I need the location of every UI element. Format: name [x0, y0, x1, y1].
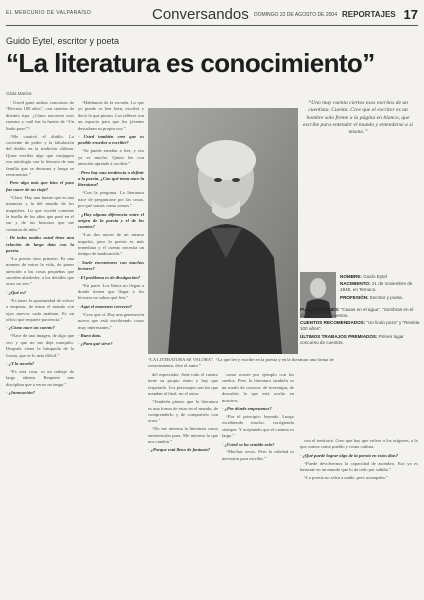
paragraph: “Puede devolvernos la capacidad de asombro. Eso ya es bastante en un mundo que lo da todo por sabido.”	[300, 460, 418, 473]
issue-date: DOMINGO 22 DE AGOSTO DE 2004	[254, 12, 337, 18]
paragraph: “La poesía no salva a nadie, pero acompaña.”	[304, 475, 388, 481]
interview-question: - ¿Porque está lleno de fantasía?	[148, 447, 211, 453]
bio-profession: PROFESIÓN: Escritor y poeta.	[340, 294, 404, 300]
paragraph: “Muchas veces. Pero la soledad es necesaria para escribir.”	[222, 449, 294, 461]
interview-question: - ¿Qué es?	[6, 289, 27, 295]
interview-question: - ¿Usted se ha sentido solo?	[222, 441, 275, 447]
interview-question: - ¿Innovación?	[6, 390, 35, 396]
interview-question: - ¿Y la novela?	[6, 360, 35, 366]
interview-question: - El problema es de divulgación?	[78, 274, 141, 280]
bio-awards: ÚLTIMOS TRABAJOS PREMIADOS: Primer lugar concurso de cuentos.	[300, 333, 404, 345]
article-headline: “La literatura es conocimiento”	[6, 48, 375, 78]
paragraph: “Con la pregunta. La literatura nace de preguntarse por las cosas, por qué somos como somos.”	[78, 190, 144, 209]
text-column-2	[78, 100, 144, 594]
paragraph: “Creo que sí. Hay una generación nueva que está escribiendo cosas muy interesantes.”	[78, 311, 144, 330]
photo-caption: “LA LITERATURA SE VALORA”. “La que lee y escribe en la poesía y en la literatura una forma de conocimiento, dice el autor.”	[148, 357, 334, 368]
bio-name: NOMBRE: Guido Eytel	[340, 274, 387, 279]
pull-quote: “Uno muy cuenta ciertos esos escritos de un cuentista. Cuenta. Cree que el escritor es un hombre solo frente a la página en blanco, que escribe para entender el mundo y entenderse a sí mismo.”	[303, 100, 413, 136]
bio-favorite: CUENTOS RECOMENDADOS: “Un lindo pozo” y “Revista 100 años”.	[300, 320, 420, 332]
bio-box	[300, 272, 420, 434]
interview-question: - Aquí el momento correcto?	[78, 303, 132, 309]
article-byline: Gilda Marina	[6, 91, 32, 96]
paragraph: “Hablamos de la escuela. Lo que yo puedo es leer bien, escribir y decir lo que pienso. Los talleres son un espacio para que los jóvenes descubran su propia voz.”	[78, 100, 144, 131]
paragraph: “Es otra cosa, es un trabajo de largo aliento. Requiere una disciplina que a veces no tengo.”	[6, 368, 74, 387]
paragraph: “También pienso que la literatura es una forma de estar en el mundo, de comprenderlo y de compartirlo con otros.”	[148, 399, 218, 424]
paragraph: “Claro. Hay una fuente que es una memoria y la del mundo de los mapuches. Lo que escribí contiene la huella de los años que pasé en el sur y de las historias que me contaron de niño.”	[6, 194, 74, 232]
paragraph: “Es tener la oportunidad de volver a empezar, de mirar el mundo con ojos nuevos cada mañana. Es un oficio que requiere paciencia.”	[6, 297, 74, 322]
text-column-1	[6, 100, 74, 594]
bio-text	[300, 274, 420, 347]
page-number: 17	[403, 7, 418, 22]
paragraph: “En parte. Los libros no llegan a donde tienen que llegar y los lectores no saben qué leer.”	[78, 282, 144, 301]
interview-question: - ¿Qué puede lograr algo de la poesía en estos días?	[300, 452, 398, 458]
article-subhead: Guido Eytel, escritor y poeta	[6, 36, 120, 46]
text-column-4	[222, 372, 294, 594]
paragraph: “Se puede enseñar a leer, y eso ya es mucho. Quien lee con atención aprende a escribir.”	[78, 148, 144, 167]
paragraph: “No me interesa la literatura como entretención pura. Me interesa la que nos cambia.”	[148, 426, 218, 445]
interview-question: - ¿Hay alguna diferencia entre el origen de la poesía y el de los cuentos?	[78, 211, 144, 230]
interview-question: - ¿Cómo nace un cuento?	[6, 325, 55, 331]
interview-question: - Suele encontrarse con muchos lectores?	[78, 259, 144, 272]
bio-publications: PUBLICACIONES: “Casas en el agua”, “Sombras en el día”, novelas y cuentos.	[300, 306, 414, 319]
paragraph: del espectador. Ante todo el cuento tiene su propio ritmo y hay que respetarlo. Los personajes son los que mandan al final, no el autor.	[148, 372, 218, 397]
section-kicker: REPORTAJES	[342, 10, 396, 19]
interview-question: - Usted también cree que es posible enseñar a escribir?	[78, 134, 144, 146]
section-title: Conversandos	[152, 6, 249, 23]
interview-question: - ¿Para qué sirve?	[78, 341, 113, 347]
interview-question: - Pero hay una tendencia a definir a la poesía. ¿Con qué tema nace la literatura?	[78, 169, 144, 188]
interview-question: - ¿Por dónde empezamos?	[222, 406, 272, 412]
paragraph: “Nace de una imagen, de algo que veo y que no me deja tranquilo. Después viene la búsqueda de la forma, que es lo más difícil.”	[6, 333, 74, 358]
interview-question: - Pero algo más que hizo el pozo fue nacer de un viaje?	[6, 180, 74, 192]
text-column-3	[148, 372, 218, 594]
interview-question: - De todos modos usted tiene una relación de larga data con la poesía.	[6, 235, 74, 253]
paragraph: como ocurre por ejemplo con los sueños. Pero la literatura también es un modo de conocer, de investigar, de descubrir lo que está oculto en nosotros.	[222, 372, 294, 403]
text-column-5	[300, 438, 418, 594]
paragraph: - Usted ganó ambos concursos de “Revista 100 años”, con cuentos de distinto tipo. ¿Cómo nacieron esos cuentos y cuál fue la fuente de “Un lindo pozo”?	[6, 100, 74, 131]
paragraph: “La poesía vino primero. Es una manera de mirar la vida, de poner atención a las cosas pequeñas que suceden alrededor, a los detalles que otros no ven.”	[6, 255, 74, 287]
paragraph: “Las dos nacen de un mismo impulso, pero la poesía es más inmediata y el cuento necesita un tiempo de maduración.”	[78, 232, 144, 257]
author-photo	[148, 108, 298, 354]
interview-question: - Buen dato.	[78, 332, 102, 338]
masthead	[6, 6, 418, 26]
paragraph: “Por el principio: leyendo. Luego escribiendo mucho, corrigiendo siempre. Y aceptando que el camino es largo.”	[222, 413, 294, 439]
newspaper-name: EL MERCURIO DE VALPARAÍSO	[6, 10, 92, 16]
paragraph: con el territorio. Creo que hay que volver a los orígenes, a lo que somos como pueblo y como cultura.	[300, 438, 418, 450]
bio-birth: NACIMIENTO: 21 de noviembre de 1945, en Temuco.	[340, 281, 413, 293]
paragraph: “Me cautivó el diablo. La corriente de poder y la fabulación del diablo en la tradición chilena. Quise escribir algo que conjugara esa mitología con la historia de una familia que se desarma y luego se reencuentra.”	[6, 133, 74, 177]
